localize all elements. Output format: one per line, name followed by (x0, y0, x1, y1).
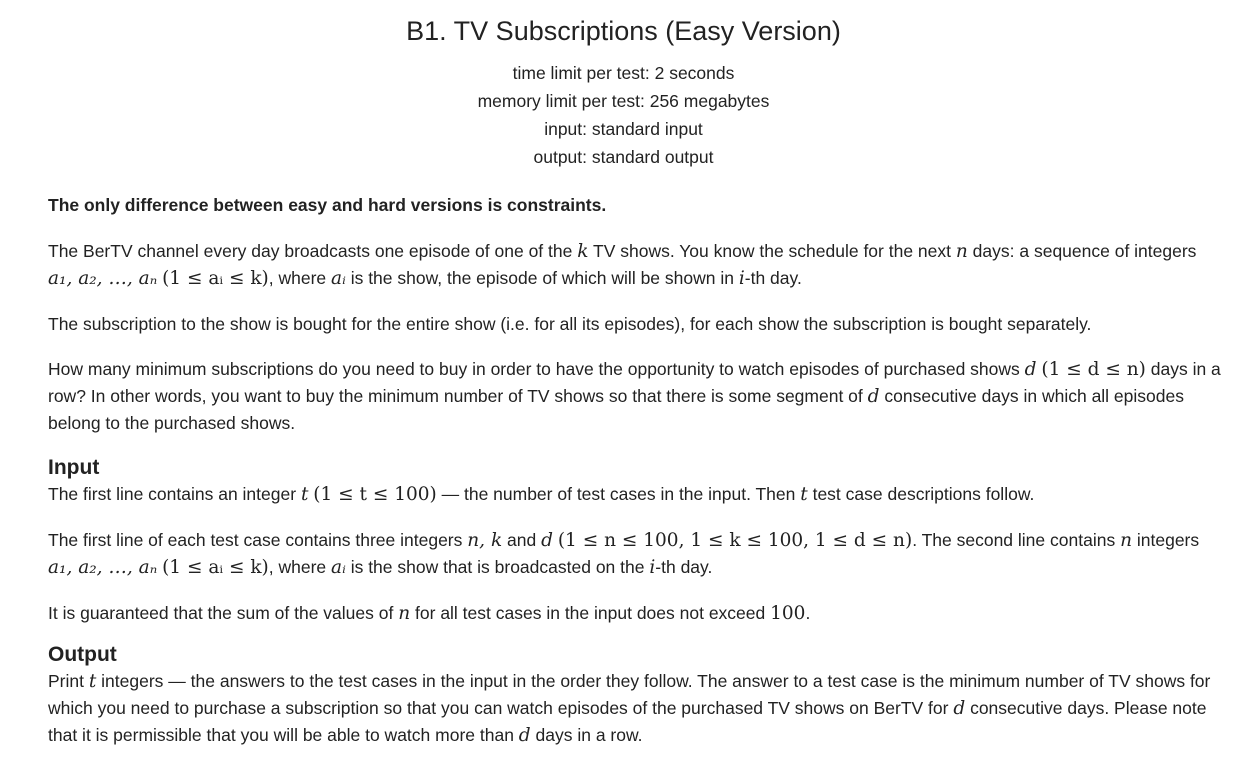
version-note: The only difference between easy and hard versions is constraints. (48, 195, 607, 215)
output-paragraph-1: Print t integers — the answers to the test cases in the input in the order they follow. The answer to a test case is the minimum number of TV shows for which you need to purchase a subscription so that you can watch episodes of the purchased TV shows on BerTV for d consecutive days. Please note that it is permissible that you will be able to watch more than d days in a row. (48, 671, 1211, 746)
problem-statement (48, 192, 1225, 768)
input-paragraph-3: It is guaranteed that the sum of the values of n for all test cases in the input does not exceed 100. (48, 603, 811, 624)
input-section-title: Input (48, 456, 100, 479)
time-limit: time limit per test: 2 seconds (512, 63, 735, 83)
memory-limit: memory limit per test: 256 megabytes (477, 91, 770, 111)
problem-header (0, 0, 1247, 171)
statement-paragraph-2: The subscription to the show is bought for the entire show (i.e. for all its episodes), for each show the subscription is bought separately. (48, 314, 1092, 334)
input-paragraph-2: The first line of each test case contains three integers n, k and d (1 ≤ n ≤ 100, 1 ≤ k ≤ 100, 1 ≤ d ≤ n). The second line contains n integers a₁, a₂, …, aₙ (1 ≤ aᵢ ≤ k), where aᵢ is the show that is broadcasted on the i-th day. (48, 530, 1200, 578)
output-section-title: Output (48, 643, 117, 666)
output-spec: output: standard output (533, 147, 714, 167)
statement-paragraph-1: The BerTV channel every day broadcasts one episode of one of the k TV shows. You know the schedule for the next n days: a sequence of integers a₁, a₂, …, aₙ (1 ≤ aᵢ ≤ k), where aᵢ is the show, the episode of which will be shown in i-th day. (48, 241, 1197, 289)
problem-title: B1. TV Subscriptions (Easy Version) (406, 16, 841, 46)
statement-paragraph-3: How many minimum subscriptions do you need to buy in order to have the opportunity to watch episodes of purchased shows d (1 ≤ d ≤ n) days in a row? In other words, you want to buy the minimum number of TV shows so that there is some segment of d consecutive days in which all episodes belong to the purchased shows. (48, 359, 1221, 433)
input-spec: input: standard input (544, 119, 703, 139)
input-paragraph-1: The first line contains an integer t (1 ≤ t ≤ 100) — the number of test cases in the input. Then t test case descriptions follow. (48, 484, 1035, 505)
